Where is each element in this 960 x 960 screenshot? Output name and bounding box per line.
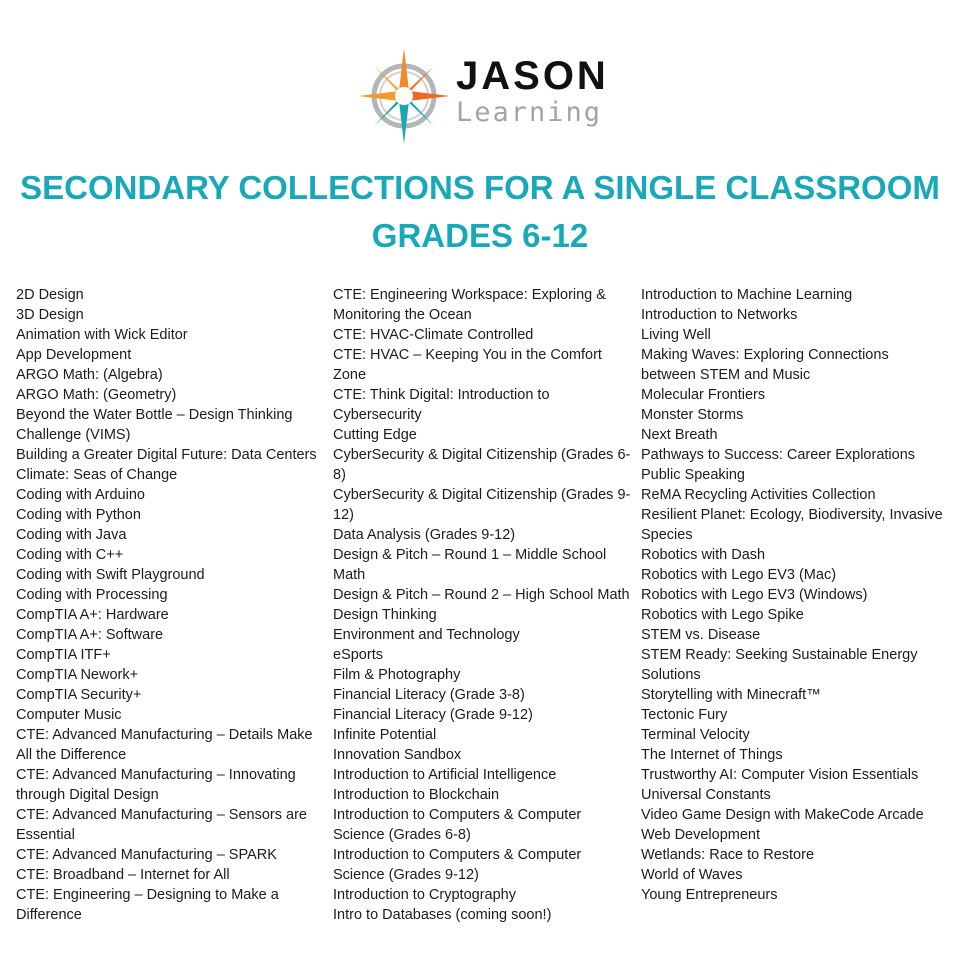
collection-item: CTE: Advanced Manufacturing – SPARK bbox=[16, 847, 277, 863]
collection-item: eSports bbox=[333, 647, 383, 663]
logo-subtitle: Learning bbox=[456, 97, 603, 128]
collection-item: 2D Design bbox=[16, 287, 84, 303]
collection-item: Environment and Technology bbox=[333, 627, 520, 643]
collection-item: Beyond the Water Bottle – Design Thinking Challenge (VIMS) bbox=[16, 407, 293, 443]
collection-item: Terminal Velocity bbox=[641, 727, 750, 743]
collection-item: Coding with Swift Playground bbox=[16, 567, 205, 583]
collection-item: CTE: Advanced Manufacturing – Details Make All the Difference bbox=[16, 727, 313, 763]
collection-item: Design & Pitch – Round 1 – Middle School Math bbox=[333, 547, 607, 583]
collection-item: Coding with Python bbox=[16, 507, 141, 523]
collection-item: Young Entrepreneurs bbox=[641, 887, 778, 903]
collection-item: Storytelling with Minecraft™ bbox=[641, 687, 821, 703]
collection-item: CTE: Think Digital: Introduction to Cybersecurity bbox=[333, 387, 550, 423]
collection-column-1 bbox=[16, 285, 326, 925]
collection-item: Coding with Processing bbox=[16, 587, 168, 603]
collection-item: World of Waves bbox=[641, 867, 743, 883]
collection-item: Cutting Edge bbox=[333, 427, 417, 443]
collection-item: Computer Music bbox=[16, 707, 122, 723]
collection-item: STEM vs. Disease bbox=[641, 627, 761, 643]
collection-item: Innovation Sandbox bbox=[333, 747, 462, 763]
collection-item: STEM Ready: Seeking Sustainable Energy Solutions bbox=[641, 647, 918, 683]
collection-item: Trustworthy AI: Computer Vision Essentials bbox=[641, 767, 919, 783]
collection-item: 3D Design bbox=[16, 307, 84, 323]
collection-item: CTE: Advanced Manufacturing – Sensors are Essential bbox=[16, 807, 307, 843]
collection-item: ARGO Math: (Geometry) bbox=[16, 387, 177, 403]
collection-item: CTE: Advanced Manufacturing – Innovating through Digital Design bbox=[16, 767, 296, 803]
collection-item: Robotics with Lego Spike bbox=[641, 607, 804, 623]
collection-item: CyberSecurity & Digital Citizenship (Grades 9- 12) bbox=[333, 487, 631, 523]
collection-item: Climate: Seas of Change bbox=[16, 467, 178, 483]
collection-item: Film & Photography bbox=[333, 667, 461, 683]
collection-item: Financial Literacy (Grade 9-12) bbox=[333, 707, 533, 723]
collection-item: Robotics with Lego EV3 (Windows) bbox=[641, 587, 868, 603]
collection-item: Introduction to Machine Learning bbox=[641, 287, 853, 303]
collection-item: Introduction to Cryptography bbox=[333, 887, 516, 903]
collection-item: Universal Constants bbox=[641, 787, 771, 803]
collection-item: Design Thinking bbox=[333, 607, 437, 623]
collection-item: CompTIA A+: Software bbox=[16, 627, 164, 643]
collection-item: CompTIA Nework+ bbox=[16, 667, 139, 683]
collection-item: Financial Literacy (Grade 3-8) bbox=[333, 687, 525, 703]
page-title: SECONDARY COLLECTIONS FOR A SINGLE CLASSROOM bbox=[20, 169, 940, 206]
collection-item: CompTIA ITF+ bbox=[16, 647, 111, 663]
collection-item: Robotics with Dash bbox=[641, 547, 766, 563]
collection-item: Living Well bbox=[641, 327, 711, 343]
collection-item: ReMA Recycling Activities Collection bbox=[641, 487, 876, 503]
collection-item: Monster Storms bbox=[641, 407, 744, 423]
collection-item: Robotics with Lego EV3 (Mac) bbox=[641, 567, 837, 583]
collection-item: Infinite Potential bbox=[333, 727, 437, 743]
collection-item: Building a Greater Digital Future: Data Centers bbox=[16, 447, 317, 463]
collection-item: Making Waves: Exploring Connections between STEM and Music bbox=[641, 347, 889, 383]
collection-item: Intro to Databases (coming soon!) bbox=[333, 907, 552, 923]
collection-item: Introduction to Computers & Computer Science (Grades 6-8) bbox=[333, 807, 582, 843]
logo-name: JASON bbox=[456, 54, 609, 98]
collection-item: CTE: Engineering – Designing to Make a Difference bbox=[16, 887, 279, 923]
collection-item: CTE: HVAC-Climate Controlled bbox=[333, 327, 534, 343]
collection-item: Animation with Wick Editor bbox=[16, 327, 188, 343]
jason-learning-logo bbox=[356, 46, 609, 146]
collection-column-2 bbox=[333, 285, 638, 925]
collection-column-3 bbox=[641, 285, 956, 905]
collection-item: Pathways to Success: Career Explorations bbox=[641, 447, 916, 463]
collection-item: Video Game Design with MakeCode Arcade bbox=[641, 807, 924, 823]
collection-item: Next Breath bbox=[641, 427, 718, 443]
collection-item: Public Speaking bbox=[641, 467, 745, 483]
collection-item: CompTIA A+: Hardware bbox=[16, 607, 169, 623]
collection-item: Coding with C++ bbox=[16, 547, 124, 563]
collection-item: Coding with Java bbox=[16, 527, 127, 543]
collection-item: Introduction to Blockchain bbox=[333, 787, 500, 803]
collection-item: Coding with Arduino bbox=[16, 487, 145, 503]
collection-item: The Internet of Things bbox=[641, 747, 783, 763]
collection-item: Introduction to Computers & Computer Science (Grades 9-12) bbox=[333, 847, 582, 883]
collection-item: CTE: Engineering Workspace: Exploring & Monitoring the Ocean bbox=[333, 287, 606, 323]
collection-item: CompTIA Security+ bbox=[16, 687, 142, 703]
collection-item: App Development bbox=[16, 347, 132, 363]
collection-item: Design & Pitch – Round 2 – High School Math bbox=[333, 587, 630, 603]
collection-item: CTE: HVAC – Keeping You in the Comfort Zone bbox=[333, 347, 602, 383]
collection-item: CTE: Broadband – Internet for All bbox=[16, 867, 230, 883]
collection-item: Tectonic Fury bbox=[641, 707, 728, 723]
collection-item: ARGO Math: (Algebra) bbox=[16, 367, 163, 383]
collection-item: Molecular Frontiers bbox=[641, 387, 766, 403]
collection-item: Introduction to Networks bbox=[641, 307, 798, 323]
collection-item: CyberSecurity & Digital Citizenship (Grades 6- 8) bbox=[333, 447, 631, 483]
collection-item: Web Development bbox=[641, 827, 761, 843]
compass-star-icon bbox=[356, 46, 452, 146]
page-subtitle: GRADES 6-12 bbox=[371, 217, 589, 254]
collection-item: Resilient Planet: Ecology, Biodiversity, Invasive Species bbox=[641, 507, 943, 543]
collection-item: Wetlands: Race to Restore bbox=[641, 847, 815, 863]
collection-item: Data Analysis (Grades 9-12) bbox=[333, 527, 516, 543]
collection-item: Introduction to Artificial Intelligence bbox=[333, 767, 557, 783]
